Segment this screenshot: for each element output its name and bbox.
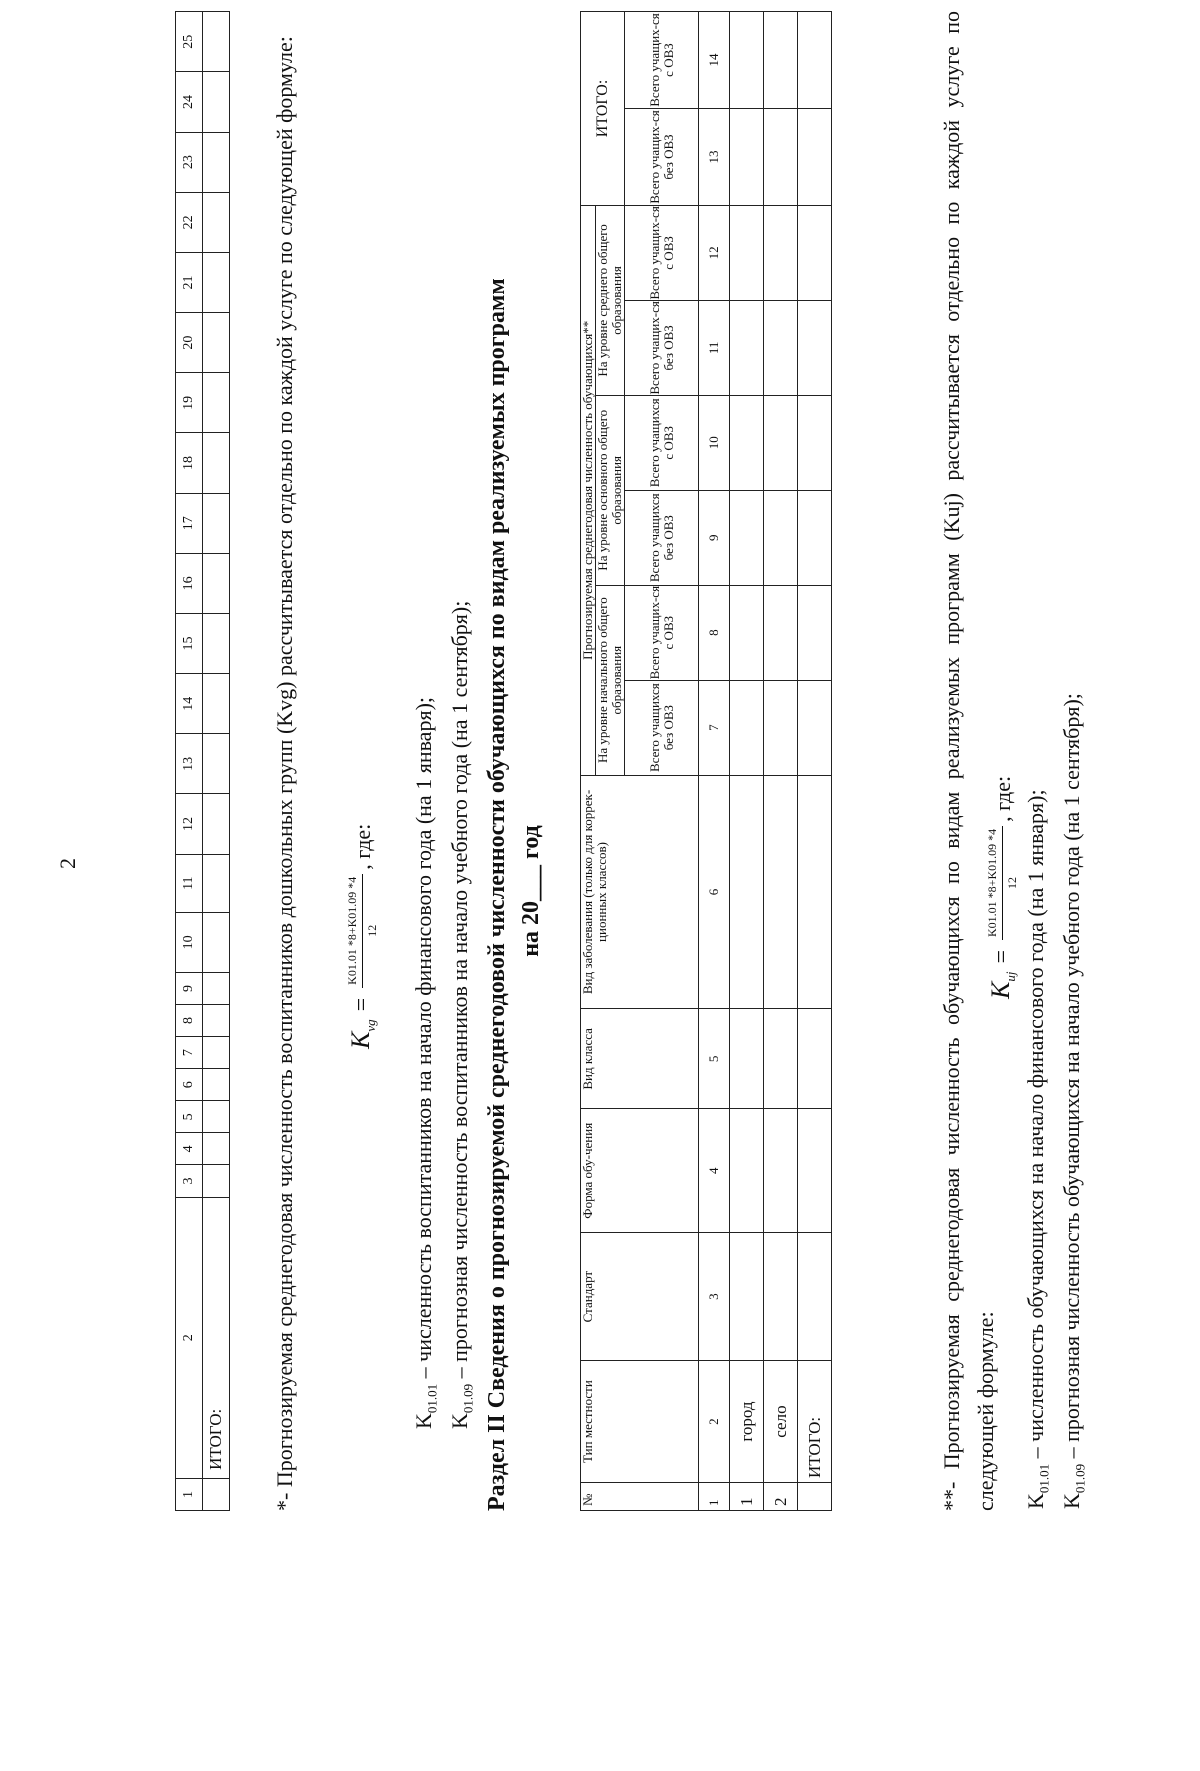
column-number: 13: [699, 109, 730, 206]
column-number: 1: [699, 1483, 730, 1511]
table-row: 2 село: [764, 12, 798, 1511]
column-number: 25: [176, 12, 203, 72]
page-number: 2: [55, 858, 80, 869]
column-number: 5: [699, 1009, 730, 1109]
footnote-preschool: *- Прогнозируемая среднегодовая численность воспитанников дошкольных групп (Kvg) рассчитывается отдельно по каждой услуге по следующей формуле:: [272, 36, 297, 1511]
column-number: 14: [699, 12, 730, 109]
column-number: 12: [699, 205, 730, 300]
column-number: 6: [176, 1069, 203, 1101]
section2-table: [580, 11, 832, 1511]
table-total-row: ИТОГО:: [798, 12, 832, 1511]
column-number: 7: [176, 1037, 203, 1069]
column-number: 1: [176, 1478, 203, 1510]
column-number-row: [699, 12, 730, 1511]
column-number: 11: [699, 300, 730, 395]
column-number: 5: [176, 1101, 203, 1133]
col-disease: Вид заболевания (только для коррек-ционных классов): [581, 775, 699, 1009]
col-class-type: Вид класса: [581, 1009, 699, 1109]
column-number: 8: [699, 585, 730, 680]
table-header-row: Всего учащихся без ОВЗ Всего учащих-ся с ОВЗ Всего учащихся без ОВЗ Всего учащихся с ОВЗ Всего учащих-ся без ОВЗ Всего учащих-ся с ОВЗ Всего учащих-ся без ОВЗ Всего учащих-ся с ОВЗ: [625, 12, 699, 1511]
column-number: 15: [176, 613, 203, 673]
column-number: 18: [176, 433, 203, 493]
column-number: 17: [176, 493, 203, 553]
column-number: 2: [176, 1197, 203, 1478]
column-number: 12: [176, 794, 203, 854]
column-number: 21: [176, 252, 203, 312]
column-number: 6: [699, 775, 730, 1009]
definition-k0101: $K_{01.01}$ – численность воспитанников на начало финансового года (на 1 января);: [411, 696, 440, 1429]
column-number: 9: [699, 490, 730, 585]
col-standard: Стандарт: [581, 1233, 699, 1361]
col-total: ИТОГО:: [581, 12, 625, 206]
table-header-row: [581, 12, 596, 1511]
col-basic: На уровне основного общего образования: [596, 395, 625, 585]
column-number: 4: [699, 1109, 730, 1233]
column-number: 20: [176, 313, 203, 373]
col-no: №: [581, 1483, 699, 1511]
column-number: 19: [176, 373, 203, 433]
column-number: 10: [176, 912, 203, 972]
formula-denominator: 12: [1005, 876, 1019, 889]
formula-denominator: 12: [365, 924, 379, 937]
formula-definitions-1: [410, 601, 483, 1429]
definition-k0109: $K_{01.09}$ – прогнозная численность обучающихся на начало учебного года (на 1 сентября);: [1059, 693, 1088, 1509]
column-number: 16: [176, 553, 203, 613]
total-label: ИТОГО:: [203, 1197, 230, 1478]
column-number: 4: [176, 1133, 203, 1165]
column-number: 24: [176, 72, 203, 132]
column-number: 3: [176, 1165, 203, 1197]
col-form: Форма обу-чения: [581, 1109, 699, 1233]
col-locality: Тип местности: [581, 1361, 699, 1483]
column-number: 10: [699, 395, 730, 490]
column-number: 8: [176, 1005, 203, 1037]
formula-kuj: $K_{uj}$ = K01.01 *8+K01.09 *4 12 , где:: [985, 775, 1019, 999]
column-number: 22: [176, 192, 203, 252]
table-header-row: [176, 12, 203, 1511]
col-forecast: Прогнозируемая среднегодовая численность обучающихся**: [581, 205, 596, 775]
formula-definitions-2: [1022, 693, 1095, 1509]
column-number: 11: [176, 854, 203, 912]
definition-k0101: $K_{01.01}$ – численность обучающихся на начало финансового года (на 1 января);: [1023, 789, 1052, 1509]
column-number: 2: [699, 1361, 730, 1483]
col-secondary: На уровне среднего общего образования: [596, 205, 625, 395]
column-number: 7: [699, 680, 730, 775]
table-row: 1 город: [730, 12, 764, 1511]
section-heading: Раздел II Сведения о прогнозируемой среднегодовой численности обучающихся по видам реализуемых программ на 20___ год: [484, 278, 544, 1511]
table-total-row: [203, 12, 230, 1511]
column-number: 3: [699, 1233, 730, 1361]
formula-numerator: K01.01 *8+K01.09 *4: [345, 874, 363, 988]
column-number: 13: [176, 734, 203, 794]
column-number: 9: [176, 972, 203, 1004]
col-primary: На уровне начального общего образования: [596, 585, 625, 775]
formula-kvg: $K_{vg}$ = K01.01 *8+K01.09 *4 12 , где:: [345, 823, 379, 1049]
column-number: 23: [176, 132, 203, 192]
definition-k0109: $K_{01.09}$ – прогнозная численность воспитанников на начало учебного года (на 1 сентября);: [447, 600, 476, 1429]
column-number: 14: [176, 674, 203, 734]
formula-numerator: K01.01 *8+K01.09 *4: [985, 826, 1003, 940]
footnote-students: **- Прогнозируемая среднегодовая численность обучающихся по видам реализуемых программ (Kuj) рассчитывается отдельно по каждой услуге по следующей формуле:: [939, 11, 998, 1511]
top-summary-table: [175, 11, 230, 1511]
